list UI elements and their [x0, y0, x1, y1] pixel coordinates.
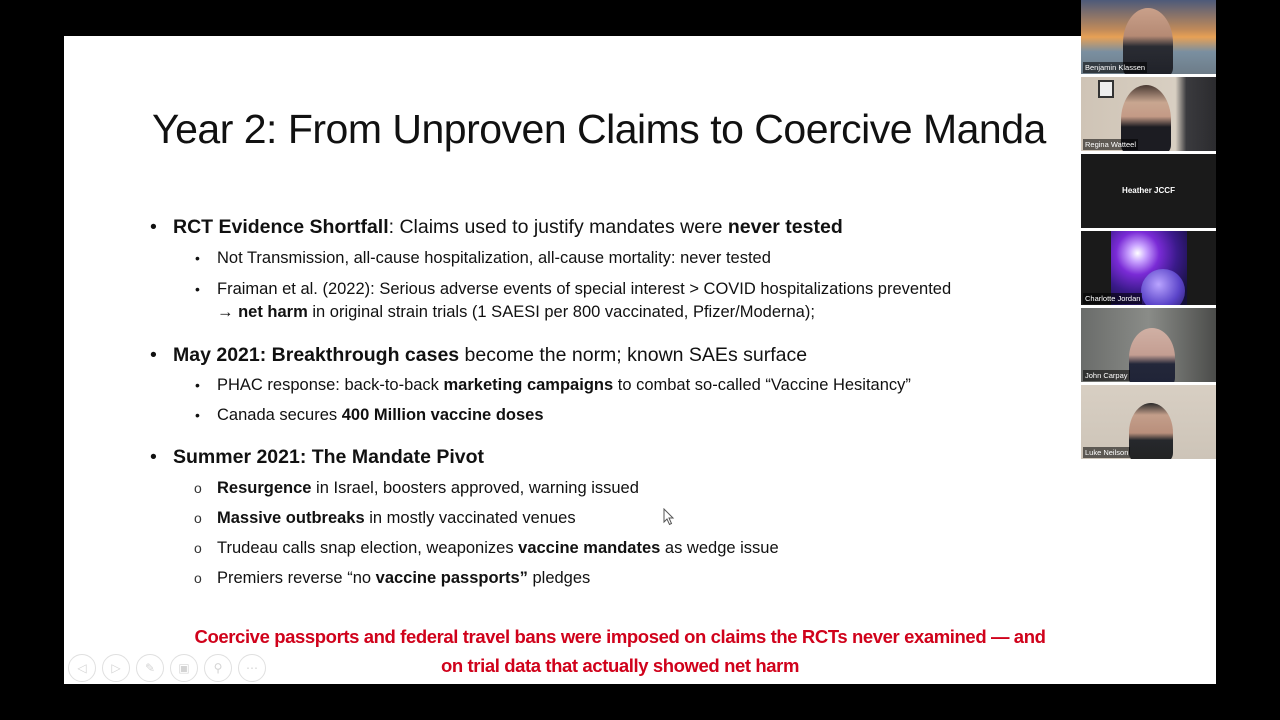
bullet-breakthrough: [150, 342, 1130, 368]
sub-bullet-text: Trudeau calls snap election, weaponizes: [217, 539, 519, 557]
see-all-slides-button[interactable]: [170, 654, 198, 682]
sub-bullet: [150, 477, 1130, 500]
next-slide-button[interactable]: [102, 654, 130, 682]
conclusion-line-1: Coercive passports and federal travel bans were imposed on claims the RCTs never examined — and: [194, 626, 1046, 647]
participant-video: [1129, 403, 1173, 459]
sub-bullet: [150, 507, 1130, 530]
bullet-emphasis: never tested: [727, 216, 843, 238]
sub-bullet: [150, 247, 1130, 270]
mouse-pointer-icon: [663, 508, 675, 526]
sub-bullet-continuation: [150, 301, 1130, 324]
participant-tile[interactable]: [1081, 385, 1216, 459]
pen-icon: ✎: [144, 661, 156, 675]
zoom-slide-button[interactable]: [204, 654, 232, 682]
presentation-slide: [64, 36, 1216, 684]
bullet-text: become the norm; known SAEs surface: [459, 344, 808, 366]
sub-bullet-text: Canada secures: [217, 406, 342, 424]
participant-name: Heather JCCF: [1122, 186, 1175, 195]
magnifier-icon: ⚲: [213, 661, 223, 675]
sub-bullet: [150, 537, 1130, 560]
bullet-mandate-pivot: [150, 444, 1130, 470]
participant-tile[interactable]: [1081, 308, 1216, 382]
sub-bullet: [150, 404, 1130, 427]
sub-bullet-text: to combat so-called “Vaccine Hesitancy”: [613, 376, 911, 394]
bullet-heading: Summer 2021: The Mandate Pivot: [173, 446, 485, 468]
participant-name: Luke Neilson: [1085, 448, 1129, 457]
bullet-rct-evidence: [150, 214, 1130, 240]
slide-bullets: [150, 214, 1130, 590]
participant-name: Benjamin Klassen: [1085, 63, 1146, 72]
sub-bullet-text: Premiers reverse “no: [217, 569, 376, 587]
sub-bullet-emphasis: Resurgence: [217, 479, 312, 497]
participant-name: Charlotte Jordan: [1085, 294, 1141, 303]
participant-video: [1129, 328, 1175, 382]
bullet-heading: RCT Evidence Shortfall: [173, 216, 389, 238]
previous-slide-button[interactable]: [68, 654, 96, 682]
sub-bullet-text: in mostly vaccinated venues: [364, 509, 576, 527]
participant-tile[interactable]: [1081, 231, 1216, 305]
chevron-left-icon: ◁: [77, 661, 87, 675]
sub-bullet-text: in original strain trials (1 SAESI per 800 vaccinated, Pfizer/Moderna);: [307, 303, 815, 321]
planet-shape: [1141, 269, 1185, 305]
slide-title: Year 2: From Unproven Claims to Coercive Manda: [152, 106, 1046, 152]
sub-bullet-emphasis: Massive outbreaks: [217, 509, 365, 527]
sub-bullet: [150, 278, 1130, 301]
arrow-icon: →: [217, 303, 239, 321]
sub-bullet: [150, 374, 1130, 397]
sub-bullet-text: Not Transmission, all-cause hospitalization, all-cause mortality: never tested: [217, 249, 771, 267]
slideshow-controls: [68, 654, 266, 682]
sub-bullet-emphasis: net harm: [238, 303, 308, 321]
participant-name: Regina Watteel: [1085, 140, 1136, 149]
picture-frame: [1098, 80, 1114, 98]
conclusion-line-2: on trial data that actually showed net harm: [440, 655, 799, 676]
sub-bullet-emphasis: marketing campaigns: [443, 376, 614, 394]
more-options-button[interactable]: [238, 654, 266, 682]
pen-tool-button[interactable]: [136, 654, 164, 682]
sub-bullet-text: in Israel, boosters approved, warning issued: [311, 479, 639, 497]
sub-bullet: [150, 567, 1130, 590]
sub-bullet-text: Fraiman et al. (2022): Serious adverse events of special interest > COVID hospitalizations prevented: [217, 280, 952, 298]
chevron-right-icon: ▷: [111, 661, 121, 675]
participant-tile[interactable]: [1081, 0, 1216, 74]
bullet-heading: May 2021: Breakthrough cases: [173, 344, 460, 366]
participant-name: John Carpay: [1085, 371, 1128, 380]
sub-bullet-emphasis: 400 Million vaccine doses: [341, 406, 544, 424]
participant-gallery: [1081, 0, 1216, 460]
participant-tile[interactable]: [1081, 77, 1216, 151]
sub-bullet-text: pledges: [527, 569, 591, 587]
bullet-text: : Claims used to justify mandates were: [388, 216, 728, 238]
more-icon: ⋯: [246, 661, 258, 675]
slides-grid-icon: ▣: [178, 661, 190, 675]
sub-bullet-text: as wedge issue: [660, 539, 779, 557]
participant-tile[interactable]: [1081, 154, 1216, 228]
sub-bullet-text: PHAC response: back-to-back: [217, 376, 444, 394]
sub-bullet-emphasis: vaccine passports”: [375, 569, 528, 587]
sub-bullet-emphasis: vaccine mandates: [518, 539, 661, 557]
